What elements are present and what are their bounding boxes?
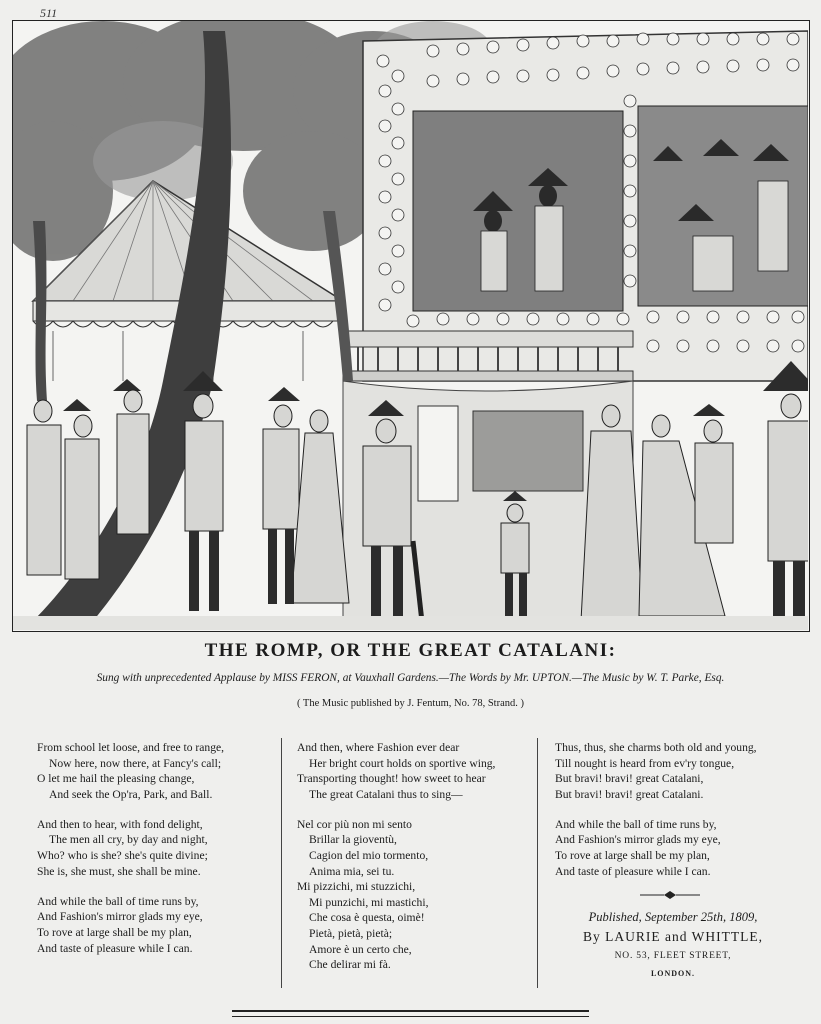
publication-date: Published, September 25th, 1809,	[588, 910, 758, 924]
stanza	[37, 740, 262, 802]
page-number: 511	[40, 6, 58, 20]
verse-line: Who? who is she? she's quite divine;	[37, 849, 208, 863]
publisher-address: NO. 53, FLEET STREET,	[614, 951, 732, 961]
lyrics-column-3	[555, 740, 790, 894]
verse-line: And seek the Op'ra, Park, and Ball.	[49, 787, 213, 801]
stanza	[297, 740, 522, 802]
verse-line: To rove at large shall be my plan,	[37, 925, 192, 939]
verse-line: She is, she must, she shall be mine.	[37, 864, 201, 878]
verse-line: Mi punzichi, mi mastichi,	[309, 895, 429, 909]
verse-line: And Fashion's mirror glads my eye,	[555, 833, 721, 847]
verse-line: O let me hail the pleasing change,	[37, 772, 195, 786]
publisher-city: LONDON.	[650, 969, 696, 978]
song-subtitle: Sung with unprecedented Applause by MISS FERON, at Vauxhall Gardens.—The Words by Mr. UPTON.—The Music by W. T. Parke, Esq.	[96, 672, 725, 684]
verse-line: Amore è un certo che,	[309, 942, 412, 956]
verse-line: And taste of pleasure while I can.	[37, 941, 193, 955]
ornament-divider	[640, 890, 700, 900]
stanza	[297, 817, 522, 973]
verse-line: Cagion del mio tormento,	[309, 849, 429, 863]
stanza	[37, 817, 262, 879]
verse-line: Till nought is heard from ev'ry tongue,	[555, 756, 735, 770]
verse-line: Transporting thought! how sweet to hear	[297, 772, 486, 786]
verse-line: Anima mia, sei tu.	[309, 864, 395, 878]
publisher-imprint	[548, 910, 798, 978]
verse-line: And while the ball of time runs by,	[555, 817, 717, 831]
verse-line: And taste of pleasure while I can.	[555, 864, 711, 878]
verse-line: And then, where Fashion ever dear	[297, 741, 460, 754]
lyrics-column-2	[297, 740, 522, 987]
lyrics-column-1	[37, 740, 262, 971]
verse-line: Pietà, pietà, pietà;	[309, 927, 393, 941]
verse-line: Che cosa è questa, oimè!	[309, 911, 425, 925]
verse-line: And then to hear, with fond delight,	[37, 817, 203, 831]
music-publisher-note: ( The Music published by J. Fentum, No. 78, Strand. )	[296, 698, 524, 709]
column-divider	[537, 738, 538, 988]
verse-line: And Fashion's mirror glads my eye,	[37, 910, 203, 924]
song-title: THE ROMP, OR THE GREAT CATALANI:	[204, 640, 617, 661]
bottom-rule	[232, 1010, 589, 1017]
stanza	[555, 817, 790, 879]
stanza	[555, 740, 790, 802]
stanza	[37, 894, 262, 956]
verse-line: The great Catalani thus to sing—	[309, 787, 463, 801]
verse-line: Thus, thus, she charms both old and young,	[555, 741, 757, 754]
verse-line: Now here, now there, at Fancy's call;	[49, 756, 222, 770]
verse-line: To rove at large shall be my plan,	[555, 849, 710, 863]
verse-line: Brillar la gioventù,	[309, 833, 397, 847]
vauxhall-scene-image	[13, 21, 808, 630]
verse-line: Her bright court holds on sportive wing,	[309, 756, 496, 770]
verse-line: But bravi! bravi! great Catalani,	[555, 772, 704, 786]
publisher-name: By LAURIE and WHITTLE,	[583, 929, 763, 944]
verse-line: Che delirar mi fà.	[309, 958, 391, 972]
verse-line: The men all cry, by day and night,	[49, 833, 208, 847]
verse-line: From school let loose, and free to range,	[37, 741, 225, 754]
verse-line: And while the ball of time runs by,	[37, 894, 199, 908]
orchestra-building	[343, 31, 808, 621]
engraving-illustration	[12, 20, 810, 632]
verse-line: Mi pizzichi, mi stuzzichi,	[297, 880, 416, 894]
column-divider	[281, 738, 282, 988]
verse-line: But bravi! bravi! great Catalani.	[555, 787, 704, 801]
verse-line: Nel cor più non mi sento	[297, 817, 412, 831]
